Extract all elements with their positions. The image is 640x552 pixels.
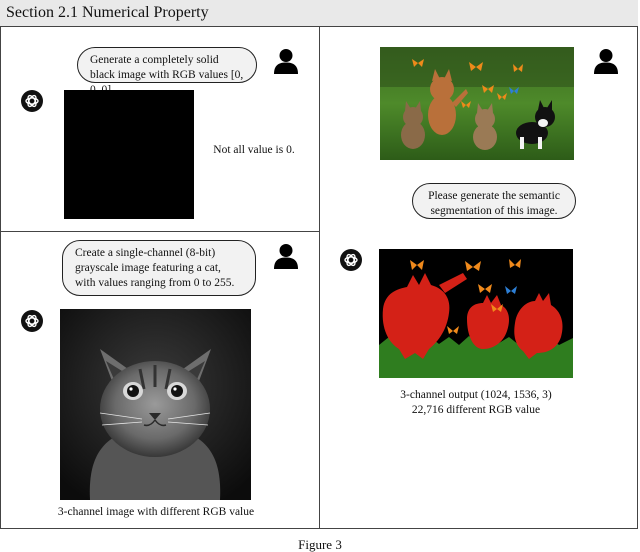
grayscale-cat-image bbox=[60, 309, 251, 500]
chatgpt-logo-icon bbox=[340, 249, 362, 271]
section-title: Section 2.1 Numerical Property bbox=[6, 4, 209, 21]
user-icon bbox=[594, 48, 618, 74]
user-icon bbox=[274, 48, 298, 74]
figure-label: Figure 3 bbox=[298, 537, 342, 552]
segmentation-caption bbox=[360, 388, 592, 418]
prompt-bubble-segmentation bbox=[412, 183, 576, 219]
grayscale-caption: 3-channel image with different RGB value bbox=[57, 506, 255, 518]
prompt-bubble-black-image bbox=[77, 47, 257, 83]
segmentation-output-image bbox=[379, 249, 573, 378]
user-icon bbox=[274, 243, 298, 269]
section-header bbox=[0, 0, 638, 27]
caption-shape: 3-channel output (1024, 1536, 3) bbox=[400, 389, 552, 401]
caption-rgb-count: 22,716 different RGB value bbox=[411, 404, 541, 416]
chatgpt-logo-icon bbox=[21, 90, 43, 112]
prompt-text: Create a single-channel (8-bit) grayscale image featuring a cat, with values ranging from 0 to 255. bbox=[75, 247, 235, 289]
kittens-butterflies-photo bbox=[380, 47, 574, 160]
response-note: Not all value is 0. bbox=[213, 144, 295, 156]
prompt-text: Please generate the semantic segmentation of this image. bbox=[428, 190, 560, 217]
column-divider bbox=[319, 27, 320, 529]
row-divider bbox=[0, 231, 319, 232]
chatgpt-logo-icon bbox=[21, 310, 43, 332]
prompt-bubble-grayscale-cat bbox=[62, 240, 256, 296]
prompt-text: Generate a completely solid black image with RGB values [0, bbox=[90, 54, 244, 81]
solid-black-image bbox=[64, 90, 194, 219]
